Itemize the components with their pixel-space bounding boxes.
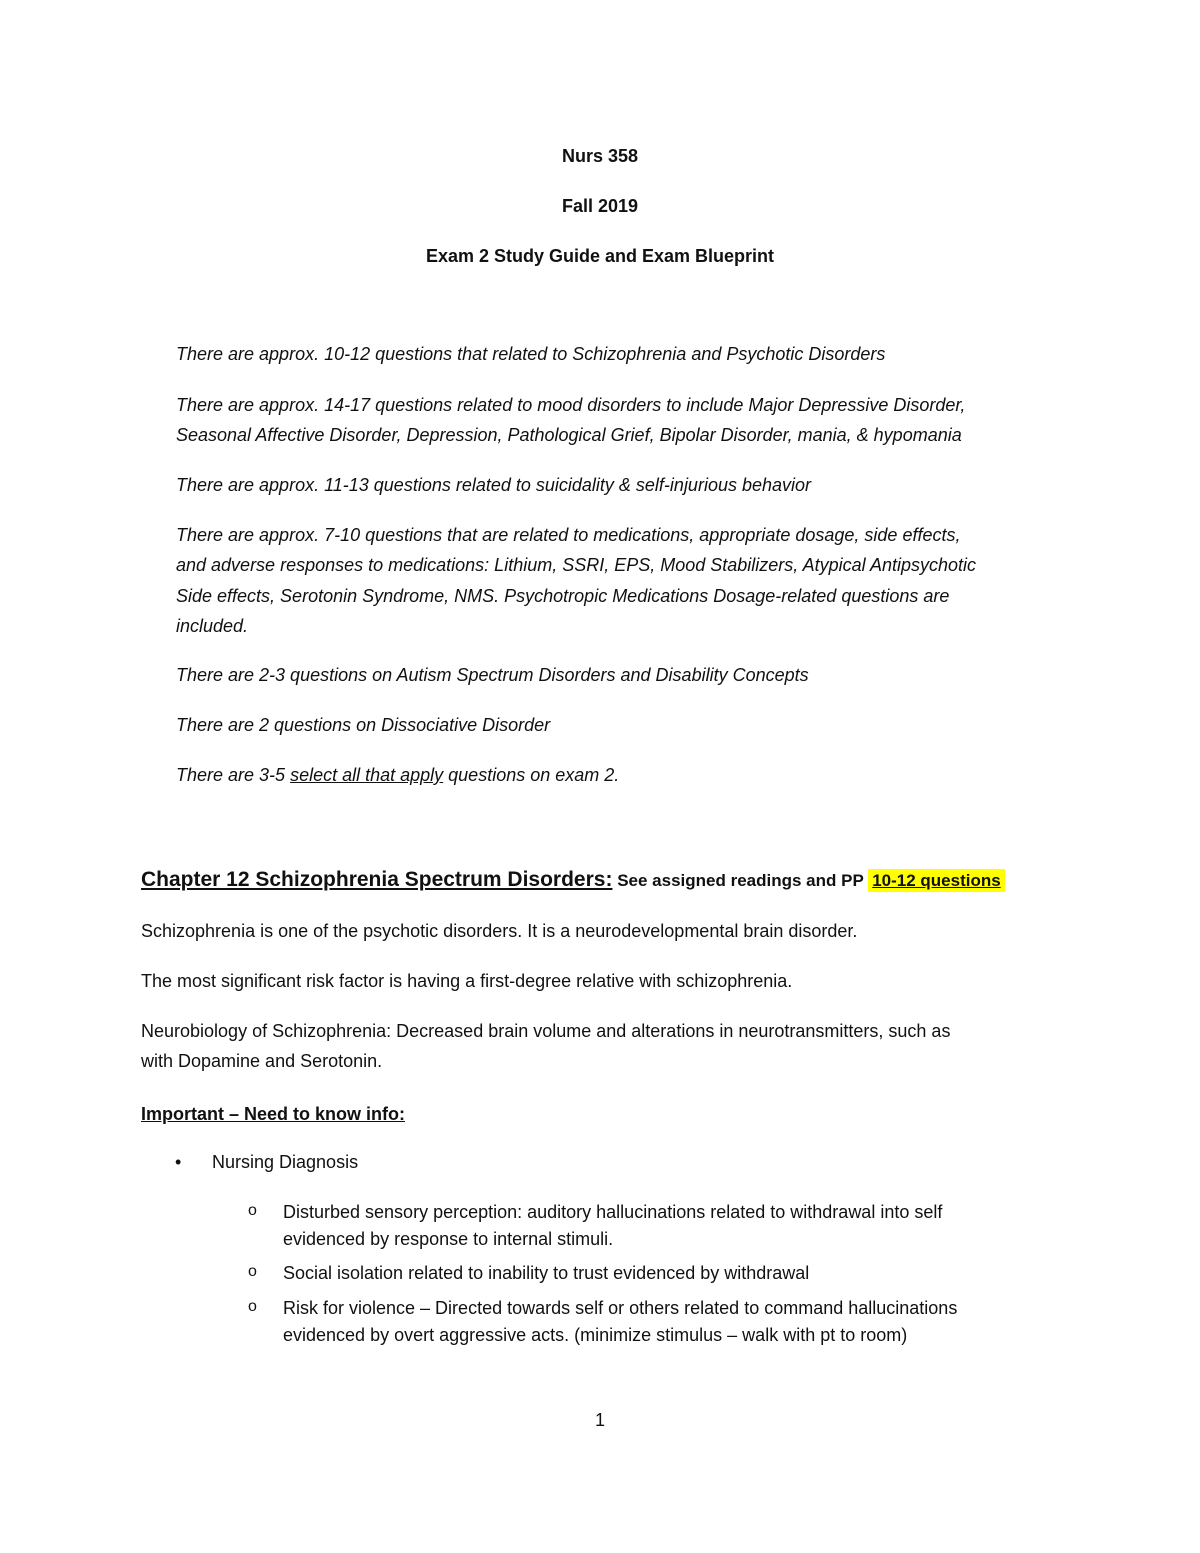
- chapter-question-count: 10-12 questions: [868, 869, 1005, 892]
- select-all-before: There are 3-5: [176, 765, 291, 785]
- nursing-diagnosis-label: Nursing Diagnosis: [212, 1152, 359, 1172]
- neurobiology-line1: Neurobiology of Schizophrenia: Decreased brain volume and alterations in neurotransmitters, such as: [141, 1021, 951, 1041]
- overview-medications-line3: Side effects, Serotonin Syndrome, NMS. Psychotropic Medications Dosage-related questions are: [176, 586, 950, 606]
- chapter-heading: [141, 866, 1071, 896]
- document-title: Exam 2 Study Guide and Exam Blueprint: [425, 246, 775, 266]
- risk-factor: The most significant risk factor is having a first-degree relative with schizophrenia.: [141, 971, 793, 991]
- overview-dissociative: There are 2 questions on Dissociative Disorder: [176, 715, 551, 735]
- chapter-title: Chapter 12 Schizophrenia Spectrum Disorders:: [141, 868, 613, 891]
- bullet-icon: •: [175, 1152, 182, 1172]
- important-heading: Important – Need to know info:: [141, 1104, 405, 1124]
- overview-suicidality: There are approx. 11-13 questions related to suicidality & self-injurious behavior: [176, 475, 812, 495]
- overview-medications-line1: There are approx. 7-10 questions that are related to medications, appropriate dosage, side effects,: [176, 525, 961, 545]
- neurobiology-line2: with Dopamine and Serotonin.: [141, 1051, 383, 1071]
- select-all-after: questions on exam 2.: [443, 765, 620, 785]
- chapter-subtitle: See assigned readings and PP: [612, 871, 869, 890]
- diagnosis-violence-line1: Risk for violence – Directed towards self or others related to command hallucinations: [283, 1298, 958, 1318]
- page-number: 1: [594, 1410, 605, 1430]
- select-all-underlined: select all that apply: [290, 765, 444, 785]
- schizophrenia-definition: Schizophrenia is one of the psychotic disorders. It is a neurodevelopmental brain disorder.: [141, 921, 858, 941]
- diagnosis-sensory-line2: evidenced by response to internal stimuli.: [283, 1229, 614, 1249]
- overview-medications-line4: included.: [176, 616, 249, 636]
- course-title: Nurs 358: [561, 146, 639, 166]
- overview-mood-line1: There are approx. 14-17 questions related to mood disorders to include Major Depressive Disorder,: [176, 395, 966, 415]
- diagnosis-social-isolation: Social isolation related to inability to trust evidenced by withdrawal: [283, 1263, 810, 1283]
- overview-autism: There are 2-3 questions on Autism Spectrum Disorders and Disability Concepts: [176, 665, 809, 685]
- overview-medications-line2: and adverse responses to medications: Lithium, SSRI, EPS, Mood Stabilizers, Atypical Antipsychotic: [176, 555, 977, 575]
- diagnosis-sensory-line1: Disturbed sensory perception: auditory hallucinations related to withdrawal into self: [283, 1202, 943, 1222]
- overview-select-all: [176, 760, 1056, 790]
- overview-schizophrenia: There are approx. 10-12 questions that related to Schizophrenia and Psychotic Disorders: [176, 344, 886, 364]
- term-title: Fall 2019: [561, 196, 639, 216]
- sub-bullet-icon: o: [248, 1298, 257, 1315]
- sub-bullet-icon: o: [248, 1263, 257, 1280]
- diagnosis-violence-line2: evidenced by overt aggressive acts. (minimize stimulus – walk with pt to room): [283, 1325, 908, 1345]
- overview-mood-line2: Seasonal Affective Disorder, Depression, Pathological Grief, Bipolar Disorder, mania, & hypomania: [176, 425, 962, 445]
- sub-bullet-icon: o: [248, 1202, 257, 1219]
